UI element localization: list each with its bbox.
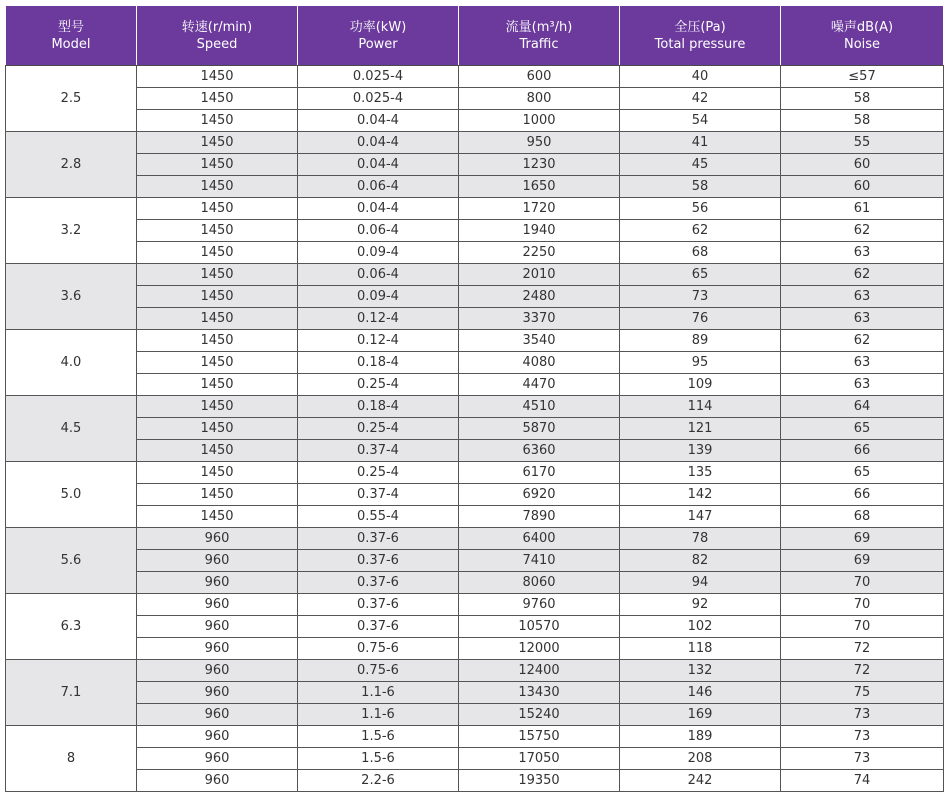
traffic-cell: 3540 [459, 330, 620, 352]
power-cell: 0.37-6 [298, 572, 459, 594]
total-pressure-cell: 139 [620, 440, 781, 462]
model-cell: 5.6 [6, 528, 137, 594]
traffic-cell: 5870 [459, 418, 620, 440]
table-row [6, 638, 944, 660]
noise-cell: 66 [781, 440, 944, 462]
noise-cell: 63 [781, 286, 944, 308]
speed-cell: 1450 [137, 110, 298, 132]
power-cell: 0.25-4 [298, 418, 459, 440]
speed-cell: 1450 [137, 396, 298, 418]
speed-cell: 1450 [137, 220, 298, 242]
total-pressure-cell: 102 [620, 616, 781, 638]
speed-cell: 1450 [137, 506, 298, 528]
noise-cell: 70 [781, 572, 944, 594]
total-pressure-cell: 121 [620, 418, 781, 440]
power-cell: 0.025-4 [298, 66, 459, 88]
power-cell: 0.25-4 [298, 374, 459, 396]
power-cell: 0.75-6 [298, 638, 459, 660]
header-total-pressure [620, 6, 781, 66]
total-pressure-cell: 68 [620, 242, 781, 264]
traffic-cell: 6170 [459, 462, 620, 484]
total-pressure-cell: 76 [620, 308, 781, 330]
total-pressure-cell: 78 [620, 528, 781, 550]
table-row [6, 704, 944, 726]
power-cell: 0.12-4 [298, 330, 459, 352]
speed-cell: 1450 [137, 154, 298, 176]
traffic-cell: 13430 [459, 682, 620, 704]
model-cell: 3.6 [6, 264, 137, 330]
header-power [298, 6, 459, 66]
speed-cell: 1450 [137, 264, 298, 286]
header-noise-en: Noise [843, 36, 881, 52]
model-cell: 6.3 [6, 594, 137, 660]
header-model-en: Model [51, 36, 91, 52]
table-body [6, 66, 944, 792]
header-total-pressure-zh: 全压(Pa) [674, 19, 726, 35]
noise-cell: 58 [781, 110, 944, 132]
noise-cell: 60 [781, 154, 944, 176]
speed-cell: 1450 [137, 330, 298, 352]
total-pressure-cell: 56 [620, 198, 781, 220]
speed-cell: 1450 [137, 374, 298, 396]
traffic-cell: 2480 [459, 286, 620, 308]
noise-cell: 64 [781, 396, 944, 418]
total-pressure-cell: 65 [620, 264, 781, 286]
traffic-cell: 950 [459, 132, 620, 154]
total-pressure-cell: 208 [620, 748, 781, 770]
model-cell: 2.5 [6, 66, 137, 132]
power-cell: 0.04-4 [298, 154, 459, 176]
traffic-cell: 12000 [459, 638, 620, 660]
total-pressure-cell: 146 [620, 682, 781, 704]
noise-cell: 63 [781, 242, 944, 264]
traffic-cell: 17050 [459, 748, 620, 770]
traffic-cell: 9760 [459, 594, 620, 616]
total-pressure-cell: 94 [620, 572, 781, 594]
header-model [6, 6, 137, 66]
header-traffic-zh: 流量(m³/h) [505, 19, 573, 35]
table-row [6, 286, 944, 308]
header-total-pressure-en: Total pressure [654, 36, 746, 52]
traffic-cell: 800 [459, 88, 620, 110]
noise-cell: 66 [781, 484, 944, 506]
noise-cell: 65 [781, 418, 944, 440]
power-cell: 0.09-4 [298, 242, 459, 264]
table-row [6, 110, 944, 132]
power-cell: 0.37-6 [298, 616, 459, 638]
model-cell: 7.1 [6, 660, 137, 726]
total-pressure-cell: 95 [620, 352, 781, 374]
speed-cell: 1450 [137, 88, 298, 110]
total-pressure-cell: 82 [620, 550, 781, 572]
header-model-zh: 型号 [57, 19, 84, 35]
model-cell: 8 [6, 726, 137, 792]
speed-cell: 1450 [137, 176, 298, 198]
speed-cell: 1450 [137, 66, 298, 88]
traffic-cell: 2010 [459, 264, 620, 286]
power-cell: 1.5-6 [298, 748, 459, 770]
table-header [6, 6, 944, 66]
total-pressure-cell: 89 [620, 330, 781, 352]
table-row [6, 550, 944, 572]
speed-cell: 1450 [137, 484, 298, 506]
table-row [6, 528, 944, 550]
speed-cell: 960 [137, 594, 298, 616]
noise-cell: 62 [781, 330, 944, 352]
noise-cell: 63 [781, 308, 944, 330]
table-row [6, 308, 944, 330]
table-row [6, 594, 944, 616]
table-row [6, 726, 944, 748]
traffic-cell: 2250 [459, 242, 620, 264]
speed-cell: 960 [137, 550, 298, 572]
traffic-cell: 1650 [459, 176, 620, 198]
speed-cell: 1450 [137, 440, 298, 462]
traffic-cell: 6920 [459, 484, 620, 506]
speed-cell: 1450 [137, 462, 298, 484]
traffic-cell: 6360 [459, 440, 620, 462]
speed-cell: 960 [137, 660, 298, 682]
speed-cell: 960 [137, 704, 298, 726]
header-speed-en: Speed [196, 36, 238, 52]
power-cell: 0.06-4 [298, 176, 459, 198]
traffic-cell: 7890 [459, 506, 620, 528]
total-pressure-cell: 40 [620, 66, 781, 88]
total-pressure-cell: 73 [620, 286, 781, 308]
noise-cell: 60 [781, 176, 944, 198]
model-cell: 4.0 [6, 330, 137, 396]
power-cell: 1.5-6 [298, 726, 459, 748]
total-pressure-cell: 142 [620, 484, 781, 506]
noise-cell: 63 [781, 352, 944, 374]
table-row [6, 374, 944, 396]
noise-cell: ≤57 [781, 66, 944, 88]
speed-cell: 1450 [137, 308, 298, 330]
noise-cell: 61 [781, 198, 944, 220]
table-row [6, 572, 944, 594]
table-row [6, 176, 944, 198]
speed-cell: 960 [137, 528, 298, 550]
total-pressure-cell: 147 [620, 506, 781, 528]
power-cell: 1.1-6 [298, 682, 459, 704]
noise-cell: 72 [781, 638, 944, 660]
traffic-cell: 8060 [459, 572, 620, 594]
noise-cell: 73 [781, 748, 944, 770]
header-row [6, 6, 944, 66]
total-pressure-cell: 109 [620, 374, 781, 396]
power-cell: 0.12-4 [298, 308, 459, 330]
model-cell: 3.2 [6, 198, 137, 264]
noise-cell: 68 [781, 506, 944, 528]
header-speed [137, 6, 298, 66]
table-row [6, 440, 944, 462]
total-pressure-cell: 41 [620, 132, 781, 154]
noise-cell: 62 [781, 264, 944, 286]
table-row [6, 506, 944, 528]
header-traffic [459, 6, 620, 66]
table-row [6, 220, 944, 242]
power-cell: 1.1-6 [298, 704, 459, 726]
traffic-cell: 600 [459, 66, 620, 88]
power-cell: 0.37-6 [298, 550, 459, 572]
header-power-zh: 功率(kW) [349, 19, 407, 35]
total-pressure-cell: 189 [620, 726, 781, 748]
header-noise [781, 6, 944, 66]
table-row [6, 352, 944, 374]
table-row [6, 330, 944, 352]
table-row [6, 462, 944, 484]
table-row [6, 264, 944, 286]
total-pressure-cell: 169 [620, 704, 781, 726]
total-pressure-cell: 118 [620, 638, 781, 660]
model-cell: 5.0 [6, 462, 137, 528]
noise-cell: 75 [781, 682, 944, 704]
power-cell: 0.18-4 [298, 352, 459, 374]
noise-cell: 74 [781, 770, 944, 792]
traffic-cell: 4510 [459, 396, 620, 418]
speed-cell: 1450 [137, 242, 298, 264]
speed-cell: 1450 [137, 198, 298, 220]
power-cell: 0.04-4 [298, 132, 459, 154]
table-row [6, 748, 944, 770]
traffic-cell: 1720 [459, 198, 620, 220]
total-pressure-cell: 54 [620, 110, 781, 132]
power-cell: 0.06-4 [298, 220, 459, 242]
model-cell: 2.8 [6, 132, 137, 198]
noise-cell: 58 [781, 88, 944, 110]
noise-cell: 73 [781, 704, 944, 726]
table-row [6, 660, 944, 682]
table-row [6, 616, 944, 638]
traffic-cell: 15240 [459, 704, 620, 726]
speed-cell: 1450 [137, 286, 298, 308]
speed-cell: 960 [137, 616, 298, 638]
power-cell: 0.06-4 [298, 264, 459, 286]
traffic-cell: 4470 [459, 374, 620, 396]
power-cell: 0.37-6 [298, 528, 459, 550]
speed-cell: 960 [137, 748, 298, 770]
power-cell: 0.25-4 [298, 462, 459, 484]
header-noise-zh: 噪声dB(A) [830, 19, 894, 35]
table-row [6, 484, 944, 506]
speed-cell: 1450 [137, 418, 298, 440]
speed-cell: 960 [137, 726, 298, 748]
total-pressure-cell: 114 [620, 396, 781, 418]
table-row [6, 88, 944, 110]
table-row [6, 418, 944, 440]
speed-cell: 960 [137, 572, 298, 594]
model-cell: 4.5 [6, 396, 137, 462]
power-cell: 0.75-6 [298, 660, 459, 682]
traffic-cell: 4080 [459, 352, 620, 374]
noise-cell: 63 [781, 374, 944, 396]
speed-cell: 960 [137, 770, 298, 792]
noise-cell: 72 [781, 660, 944, 682]
noise-cell: 70 [781, 594, 944, 616]
power-cell: 0.37-4 [298, 484, 459, 506]
spec-table-container [5, 5, 943, 792]
traffic-cell: 10570 [459, 616, 620, 638]
table-row [6, 154, 944, 176]
fan-spec-table [5, 5, 944, 792]
header-speed-zh: 转速(r/min) [181, 19, 253, 35]
power-cell: 0.18-4 [298, 396, 459, 418]
noise-cell: 65 [781, 462, 944, 484]
traffic-cell: 6400 [459, 528, 620, 550]
power-cell: 0.04-4 [298, 110, 459, 132]
traffic-cell: 7410 [459, 550, 620, 572]
header-power-en: Power [358, 36, 398, 52]
table-row [6, 198, 944, 220]
total-pressure-cell: 92 [620, 594, 781, 616]
speed-cell: 960 [137, 682, 298, 704]
total-pressure-cell: 58 [620, 176, 781, 198]
table-row [6, 396, 944, 418]
power-cell: 0.04-4 [298, 198, 459, 220]
total-pressure-cell: 242 [620, 770, 781, 792]
power-cell: 0.55-4 [298, 506, 459, 528]
noise-cell: 62 [781, 220, 944, 242]
table-row [6, 132, 944, 154]
traffic-cell: 15750 [459, 726, 620, 748]
total-pressure-cell: 42 [620, 88, 781, 110]
table-row [6, 66, 944, 88]
traffic-cell: 19350 [459, 770, 620, 792]
traffic-cell: 3370 [459, 308, 620, 330]
speed-cell: 1450 [137, 132, 298, 154]
noise-cell: 69 [781, 550, 944, 572]
total-pressure-cell: 135 [620, 462, 781, 484]
power-cell: 0.37-4 [298, 440, 459, 462]
traffic-cell: 1000 [459, 110, 620, 132]
noise-cell: 73 [781, 726, 944, 748]
traffic-cell: 1230 [459, 154, 620, 176]
total-pressure-cell: 45 [620, 154, 781, 176]
noise-cell: 55 [781, 132, 944, 154]
noise-cell: 69 [781, 528, 944, 550]
power-cell: 0.025-4 [298, 88, 459, 110]
total-pressure-cell: 132 [620, 660, 781, 682]
total-pressure-cell: 62 [620, 220, 781, 242]
speed-cell: 960 [137, 638, 298, 660]
noise-cell: 70 [781, 616, 944, 638]
table-row [6, 242, 944, 264]
table-row [6, 770, 944, 792]
speed-cell: 1450 [137, 352, 298, 374]
traffic-cell: 12400 [459, 660, 620, 682]
power-cell: 0.37-6 [298, 594, 459, 616]
power-cell: 0.09-4 [298, 286, 459, 308]
table-row [6, 682, 944, 704]
power-cell: 2.2-6 [298, 770, 459, 792]
traffic-cell: 1940 [459, 220, 620, 242]
header-traffic-en: Traffic [519, 36, 559, 52]
